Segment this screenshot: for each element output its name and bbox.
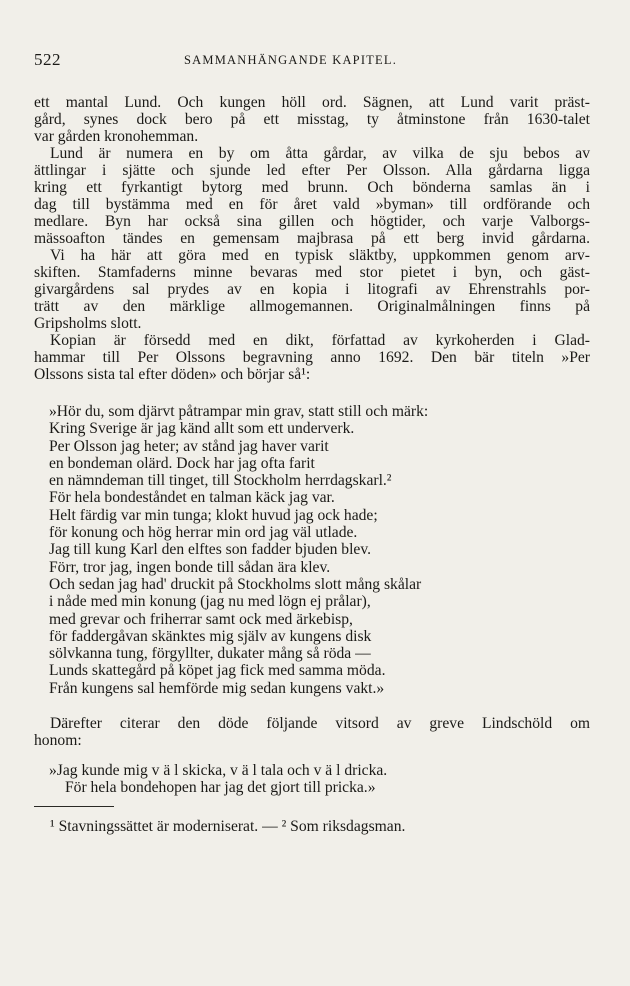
poem-line: För hela bondeståndet en talman käck jag var. (49, 489, 335, 507)
paragraph-2 (34, 145, 590, 247)
poem-line: Förr, tror jag, ingen bonde till sådan ära klev. (49, 558, 331, 576)
text-line: ett mantal Lund. Och kungen höll ord. Sägnen, att Lund varit präst- (34, 94, 590, 111)
poem-line: i nåde med min konung (jag nu med lögn ej prålar), (49, 593, 371, 611)
text-line: Olssons sista tal efter döden» och börjar så¹: (34, 366, 311, 383)
text-line: dag till bystämma med en för året vald »byman» till ordförande och (34, 196, 590, 213)
text-line: Kopian är försedd med en dikt, författad av kyrkoherden i Glad- (50, 332, 590, 349)
body-text (34, 94, 590, 383)
footnote-text: ¹ Stavningssättet är moderniserat. — ² Som riksdagsman. (50, 818, 406, 835)
text-line: honom: (34, 732, 82, 749)
text-line: mässoafton tändes en gemensam majbrasa på ett berg invid gårdarna. (34, 230, 590, 247)
poem-line: för konung och hög herrar min ord jag väl utlade. (49, 524, 358, 542)
text-line: Vi ha här att göra med en typisk släktby, uppkommen genom arv- (50, 247, 590, 264)
text-line: gård, synes dock bero på ett misstag, ty åtminstone från 1630-talet (34, 111, 590, 128)
paragraph-4 (34, 332, 590, 383)
text-line: medlare. Byn har också sina gillen och högtider, och varje Valborgs- (34, 213, 590, 230)
footnote-divider (34, 806, 114, 807)
poem-line: med grevar och friherrar samt ock med ärkebisp, (49, 610, 353, 628)
footnote (34, 818, 590, 836)
text-line: var gården kronohemman. (34, 128, 199, 145)
poem-line: »Hör du, som djärvt påtrampar min grav, statt still och märk: (49, 403, 429, 420)
poem-line: sölvkanna tung, förgyllter, dukater mång så röda — (49, 645, 371, 663)
page-header (34, 50, 594, 74)
text-line: skiften. Stamfaderns minne bevaras med stor pietet i byn, och gäst- (34, 264, 590, 281)
poem-line: Per Olsson jag heter; av stånd jag haver varit (49, 437, 329, 455)
poem-line: Kring Sverige är jag känd allt som ett underverk. (49, 420, 355, 438)
lindschold-quote (49, 762, 609, 796)
page-number: 522 (34, 50, 61, 69)
text-line: hammar till Per Olssons begravning anno 1692. Den bär titeln »Per (34, 349, 590, 366)
text-line: ättlingar i sjätte och sjunde led efter Per Olsson. Alla gårdarna ligga (34, 162, 590, 179)
quote-line: För hela bondehopen har jag det gjort till pricka.» (65, 779, 376, 796)
paragraph-after-poem (34, 715, 590, 749)
text-line: Därefter citerar den döde följande vitsord av greve Lindschöld om (50, 715, 590, 732)
poem-line: Och sedan jag had' druckit på Stockholms slott mång skålar (49, 575, 422, 593)
poem-line: Från kungens sal hemförde mig sedan kungens vakt.» (49, 679, 385, 697)
poem-line: en nämndeman till tinget, till Stockholm herrdagskarl.² (49, 472, 392, 490)
text-line: kring ett fyrkantigt bytorg med brunn. Och bönderna samlas än i (34, 179, 590, 196)
quote-line: »Jag kunde mig v ä l skicka, v ä l tala och v ä l dricka. (49, 762, 388, 779)
paragraph-1 (34, 94, 590, 145)
text-line: Lund är numera en by om åtta gårdar, av vilka de sju bebos av (50, 145, 590, 162)
text-line: trätt av den märklige allmogemannen. Originalmålningen finns på (34, 298, 590, 315)
poem-line: Lunds skattegård på köpet jag fick med samma möda. (49, 662, 386, 680)
poem-line: för faddergåvan skänktes mig själv av kungens disk (49, 627, 372, 645)
text-line: Gripsholms slott. (34, 315, 142, 332)
text-line: givargårdens sal prydes av en kopia i litografi av Ehrenstrahls por- (34, 281, 590, 298)
poem (49, 403, 609, 697)
running-head: SAMMANHÄNGANDE KAPITEL. (184, 53, 398, 67)
paragraph-3 (34, 247, 590, 332)
poem-line: Jag till kung Karl den elftes son fadder bjuden blev. (49, 541, 372, 559)
poem-line: Helt färdig var min tunga; klokt huvud jag ock hade; (49, 506, 378, 524)
poem-line: en bondeman olärd. Dock har jag ofta farit (49, 454, 315, 472)
